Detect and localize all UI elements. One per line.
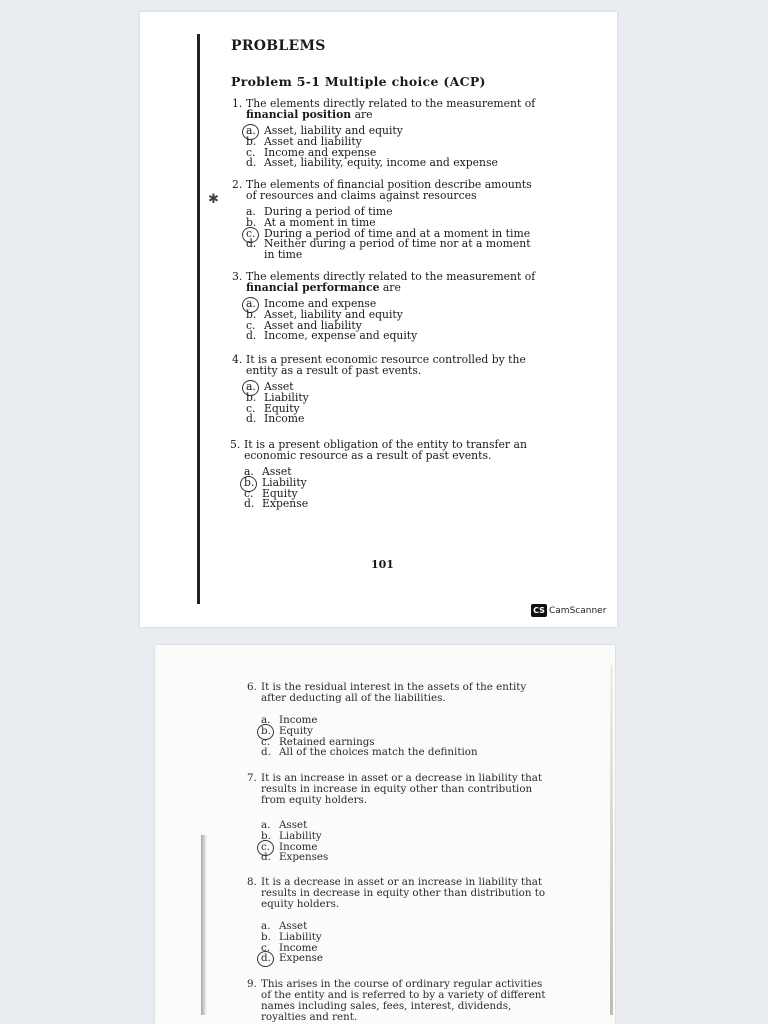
option-d: d. Expenses [261,851,329,864]
option-c: c. Income [261,840,318,853]
answer-options [232,207,542,261]
problem-subtitle: Problem 5-1 Multiple choice (ACP) [231,74,486,89]
answer-options [247,820,549,863]
circled-answer-mark: c. [261,842,279,853]
page-number: 101 [371,558,394,571]
option-a: a. Asset [261,819,308,831]
circled-answer-mark: a. [246,382,264,393]
option-a: a. Income and expense [246,297,377,310]
camscanner-logo [531,604,606,617]
option-a: a. During a period of time [246,205,393,218]
question-text: The elements of financial position describe amounts of resources and claims against resources [246,178,532,202]
question-5: 5. It is a present obligation of the entity to transfer an economic resource as a result of past events. a. Asset b. Liability c. Equity d. Expense [230,439,542,510]
answer-options [230,467,542,510]
option-a: a. Asset [261,920,308,932]
question-2: 2. The elements of financial position describe amounts of resources and claims against resources a. During a period of time b. At a moment in time c. During a period of time and at a moment in time d. Neither during a period of time nor at a moment in time [232,179,542,261]
question-text: It is an increase in asset or a decrease in liability that results in increase in equity other than contribution from equity holders. [261,772,543,806]
option-d: d. Income, expense and equity [246,329,418,343]
option-c: c. Income and expense [246,145,377,159]
question-6: 6. It is the residual interest in the assets of the entity after deducting all of the liabilities. a. Income b. Equity c. Retained earnings d. All of the choices match the definition [247,682,549,758]
option-d: d. Expense [261,952,324,965]
option-d: d. Asset, liability, equity, income and expense [246,156,498,170]
option-b: b. Liability [261,930,322,943]
scanned-page-1 [140,12,617,627]
camscanner-label: CamScanner [549,605,607,616]
camscanner-badge-icon: CS [531,604,547,617]
option-b: b. Asset, liability and equity [246,307,403,321]
page-title: PROBLEMS [231,38,326,54]
option-a: a. Asset [246,380,294,393]
option-b: b. At a moment in time [246,215,376,229]
answer-options [247,921,549,964]
option-b: b. Liability [244,475,307,489]
question-4: 4. It is a present economic resource controlled by the entity as a result of past events. a. Asset b. Liability c. Equity d. Income [232,354,542,425]
question-text: It is a present obligation of the entity to transfer an economic resource as a result of past events. [244,438,527,462]
question-3: 3. The elements directly related to the measurement of financial performance are a. Income and expense b. Asset, liability and equity c. Asset and liability d. Income, expense and equity [232,271,542,342]
option-d: d. Expense [244,497,309,511]
option-d: d. Neither during a period of time nor at a moment in time [246,237,531,262]
option-b: b. Liability [261,829,322,842]
option-c: c. Income [261,941,318,954]
question-9: 9. This arises in the course of ordinary regular activities of the entity and is referred to by a variety of different names including sales, fees, interest, dividends, royalties and rent. [247,979,549,1023]
option-c: c. Asset and liability [246,318,362,332]
page-margin-line [197,34,200,604]
question-text: It is a present economic resource controlled by the entity as a result of past events. [246,353,526,377]
circled-answer-mark: b. [261,726,279,737]
option-c: c. Equity [246,401,300,415]
circled-answer-mark: a. [246,126,264,137]
option-b: b. Asset and liability [246,134,362,148]
option-c: c. During a period of time and at a moment in time [246,226,531,240]
answer-options [232,126,542,169]
answer-options [247,715,549,758]
option-c: c. Retained earnings [261,735,375,748]
question-text: It is the residual interest in the assets of the entity after deducting all of the liabilities. [261,681,527,704]
circled-answer-mark: b. [244,478,262,489]
option-d: d. Income [246,412,305,426]
question-text: The elements directly related to the measurement of financial performance are [246,270,536,294]
question-text: This arises in the course of ordinary regular activities of the entity and is referred to by a variety of different names including sales, fees, interest, dividends, royalties and rent. [261,978,546,1023]
question-number: 1. [232,97,243,110]
question-8: 8. It is a decrease in asset or an increase in liability that results in decrease in equity other than distribution to equity holders. a. Asset b. Liability c. Income d. Expense [247,877,549,964]
scanned-page-2 [155,645,615,1024]
option-b: b. Liability [246,390,309,404]
option-b: b. Equity [261,724,313,737]
circled-answer-mark: d. [261,953,279,964]
star-annotation-icon: ✱ [208,192,219,207]
question-7: 7. It is an increase in asset or a decrease in liability that results in increase in equity other than contribution from equity holders. a. Asset b. Liability c. Income d. Expenses [247,773,549,863]
option-a: a. Income [261,714,318,726]
answer-options [232,382,542,425]
page-shadow [201,835,207,1015]
option-c: c. Equity [244,486,298,500]
answer-options [232,299,542,342]
question-1 [232,98,542,169]
question-text: It is a decrease in asset or an increase in liability that results in decrease in equity other than distribution to equity holders. [261,876,546,910]
circled-answer-mark: a. [246,299,264,310]
page-edge [610,665,613,1015]
option-d: d. All of the choices match the definition [261,746,478,759]
circled-answer-mark: c. [246,229,264,240]
option-a: a. Asset [244,465,292,478]
option-a: a. Asset, liability and equity [246,124,403,137]
question-text: The elements directly related to the measurement of financial position are [246,97,536,121]
